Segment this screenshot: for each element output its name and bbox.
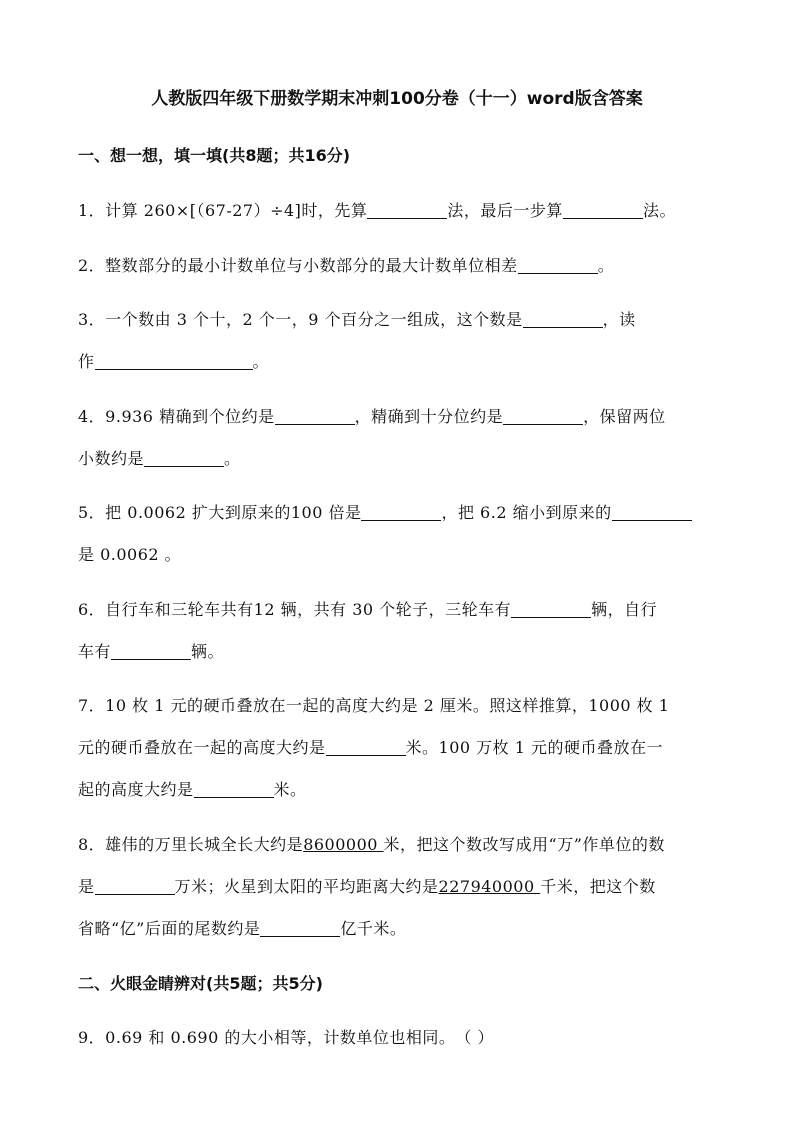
answer-blank[interactable]	[111, 642, 191, 660]
question-8-line-2: 是 万米；火星到太阳的平均距离大约是227940000 千米，把这个数	[78, 877, 656, 896]
answer-blank[interactable]	[95, 877, 175, 895]
answer-blank[interactable]	[563, 201, 643, 219]
question-1: 1．计算 260×[（67-27）÷4]时，先算 法，最后一步算 法。	[78, 201, 676, 220]
answer-blank[interactable]	[523, 310, 603, 328]
answer-blank[interactable]	[260, 919, 340, 937]
question-5-line-1: 5．把 0.0062 扩大到原来的100 倍是 ，把 6.2 缩小到原来的	[78, 500, 692, 523]
question-8-line-3: 省略“亿”后面的尾数约是 亿千米。	[78, 919, 407, 938]
question-9: 9．0.69 和 0.690 的大小相等，计数单位也相同。（ ）	[78, 1025, 513, 1048]
underlined-number: 227940000	[438, 877, 541, 896]
question-4-line-1: 4．9.936 精确到个位约是 ，精确到十分位约是 ，保留两位	[78, 407, 666, 426]
answer-blank[interactable]	[612, 503, 692, 521]
question-7-line-3: 起的高度大约是 米。	[78, 780, 307, 799]
answer-blank[interactable]	[367, 201, 447, 219]
answer-blank[interactable]	[361, 503, 441, 521]
question-4-line-2: 小数约是 。	[78, 449, 241, 468]
question-7-line-2: 元的硬币叠放在一起的高度大约是 米。100 万枚 1 元的硬币叠放在一	[78, 738, 663, 757]
underlined-number: 8600000	[303, 835, 384, 854]
document-title: 人教版四年级下册数学期末冲刺100分卷（十一）word版含答案	[151, 89, 643, 109]
answer-blank[interactable]	[511, 600, 591, 618]
question-5-line-2: 是 0.0062 。	[78, 545, 182, 564]
answer-blank[interactable]	[503, 407, 583, 425]
question-2: 2．整数部分的最小计数单位与小数部分的最大计数单位相差 。	[78, 256, 615, 275]
question-6-line-1: 6．自行车和三轮车共有12 辆，共有 30 个轮子，三轮车有 辆，自行	[78, 600, 658, 619]
answer-blank[interactable]	[144, 449, 224, 467]
answer-blank[interactable]	[95, 352, 253, 370]
answer-parentheses[interactable]: （ ）	[455, 1028, 494, 1047]
section-heading-2: 二、火眼金睛辨对(共5题；共5分)	[78, 974, 323, 993]
answer-blank[interactable]	[275, 407, 355, 425]
question-7-line-1: 7．10 枚 1 元的硬币叠放在一起的高度大约是 2 厘米。照这样推算，1000 枚 1	[78, 696, 670, 715]
question-6-line-2: 车有 辆。	[78, 642, 225, 661]
answer-blank[interactable]	[518, 256, 598, 274]
answer-blank[interactable]	[326, 738, 406, 756]
section-heading-1: 一、想一想，填一填(共8题；共16分)	[78, 146, 351, 165]
question-3-line-1: 3．一个数由 3 个十，2 个一，9 个百分之一组成，这个数是 ，读	[78, 310, 636, 329]
question-8-line-1: 8．雄伟的万里长城全长大约是8600000 米，把这个数改写成用“万”作单位的数	[78, 835, 665, 854]
question-3-line-2: 作 。	[78, 352, 270, 371]
answer-blank[interactable]	[194, 780, 274, 798]
